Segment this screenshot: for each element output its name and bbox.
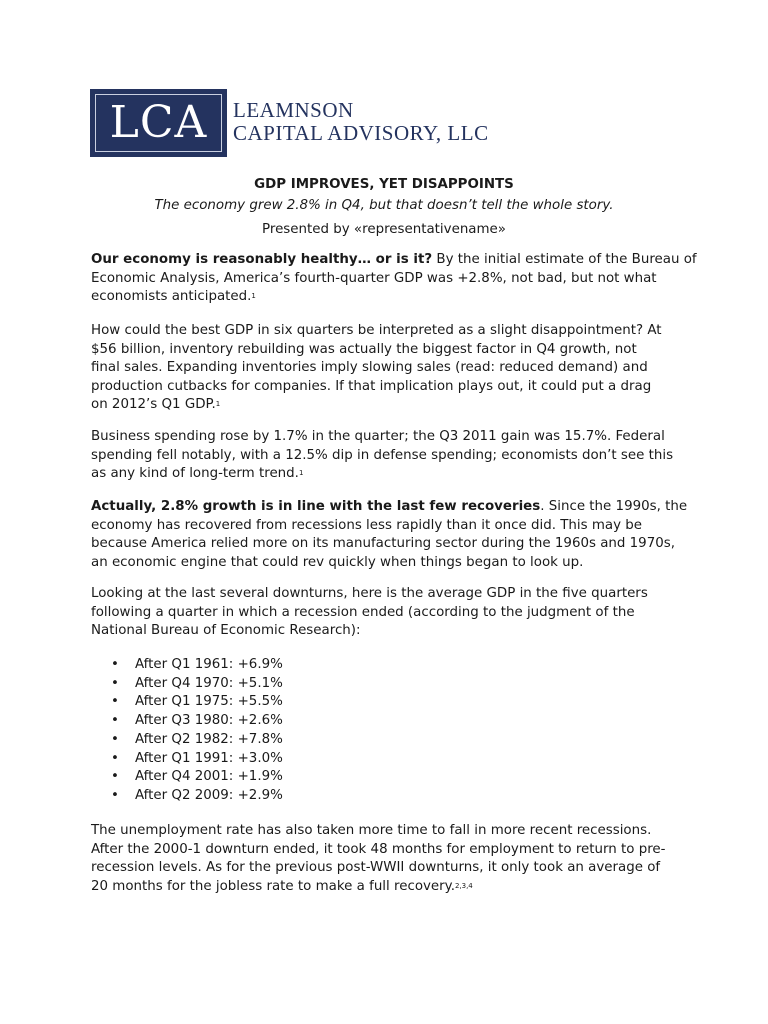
paragraph-4-line-4: an economic engine that could rev quickly when things began to look up. — [91, 554, 584, 570]
list-item: • After Q4 2001: +1.9% — [111, 768, 511, 787]
paragraph-1 — [91, 251, 697, 307]
list-item: • After Q3 1980: +2.6% — [111, 712, 511, 731]
footnote-ref: 1 — [251, 292, 256, 300]
paragraph-5-line-2: following a quarter in which a recession ended (according to the judgment of the — [91, 604, 635, 620]
paragraph-6-line-2: After the 2000-1 downturn ended, it took 48 months for employment to return to pre- — [91, 841, 666, 857]
presented-by: Presented by «representativename» — [262, 222, 506, 237]
logo-name-line-2: CAPITAL ADVISORY, LLC — [233, 121, 489, 145]
paragraph-6 — [91, 822, 691, 896]
list-item: • After Q2 2009: +2.9% — [111, 787, 511, 806]
logo-company-name — [233, 99, 489, 145]
paragraph-6-line-1: The unemployment rate has also taken more time to fall in more recent recessions. — [91, 823, 652, 838]
paragraph-1-line-1 — [91, 251, 697, 270]
paragraph-3-line-1: Business spending rose by 1.7% in the quarter; the Q3 2011 gain was 15.7%. Federal — [91, 429, 665, 444]
paragraph-4-line-1-rest: . Since the 1990s, the — [540, 499, 688, 514]
paragraph-1-line-1-rest: By the initial estimate of the Bureau of — [432, 252, 697, 267]
recovery-list — [111, 656, 511, 806]
list-item: • After Q1 1975: +5.5% — [111, 693, 511, 712]
paragraph-4-lead: Actually, 2.8% growth is in line with the last few recoveries — [91, 499, 541, 514]
paragraph-5-line-1: Looking at the last several downturns, here is the average GDP in the five quarters — [91, 586, 648, 601]
paragraph-6-line-3: recession levels. As for the previous post-WWII downturns, it only took an average of — [91, 860, 661, 875]
paragraph-3-line-3-text: as any kind of long-term trend. — [91, 466, 299, 481]
list-item: • After Q1 1961: +6.9% — [111, 656, 511, 675]
paragraph-2-line-4: production cutbacks for companies. If that implication plays out, it could put a drag — [91, 378, 652, 394]
company-logo — [90, 89, 489, 157]
footnote-ref: 1 — [298, 469, 304, 477]
paragraph-1-line-3-text: economists anticipated. — [91, 289, 252, 304]
list-item: • After Q4 1970: +5.1% — [111, 675, 511, 694]
list-item: • After Q1 1991: +3.0% — [111, 750, 511, 769]
paragraph-2-line-3: final sales. Expanding inventories imply slowing sales (read: reduced demand) and — [91, 360, 648, 375]
paragraph-6-line-4 — [91, 878, 691, 897]
paragraph-2-line-2: $56 billion, inventory rebuilding was actually the biggest factor in Q4 growth, not — [91, 341, 637, 357]
paragraph-5-line-3: National Bureau of Economic Research): — [91, 623, 361, 638]
list-item: • After Q2 1982: +7.8% — [111, 731, 511, 750]
paragraph-4-line-3: because America relied more on its manufacturing sector during the 1960s and 1970s, — [91, 536, 675, 551]
paragraph-6-line-4-text: 20 months for the jobless rate to make a full recovery. — [91, 878, 455, 894]
paragraph-5 — [91, 585, 691, 641]
paragraph-4-line-2: economy has recovered from recessions less rapidly than it once did. This may be — [91, 517, 643, 533]
paragraph-3-line-3 — [91, 465, 691, 484]
article-subtitle: The economy grew 2.8% in Q4, but that doesn’t tell the whole story. — [154, 198, 614, 213]
paragraph-1-lead: Our economy is reasonably healthy… or is it? — [91, 252, 433, 267]
paragraph-1-line-3 — [91, 288, 691, 307]
paragraph-2-line-1: How could the best GDP in six quarters be interpreted as a slight disappointment? At — [91, 323, 662, 338]
paragraph-2-line-5-text: on 2012’s Q1 GDP. — [91, 397, 216, 412]
paragraph-1-line-2: Economic Analysis, America’s fourth-quarter GDP was +2.8%, not bad, but not what — [91, 270, 657, 286]
logo-name-line-1: LEAMNSON — [233, 98, 354, 122]
article-title: GDP IMPROVES, YET DISAPPOINTS — [254, 177, 514, 192]
paragraph-2-line-5 — [91, 396, 691, 415]
paragraph-3-line-2: spending fell notably, with a 12.5% dip in defense spending; economists don’t see this — [91, 447, 674, 463]
footnote-ref: 2,3,4 — [454, 881, 473, 890]
paragraph-3 — [91, 428, 691, 484]
paragraph-4 — [91, 498, 691, 572]
logo-monogram: LCA — [109, 97, 208, 148]
footnote-ref: 1 — [215, 400, 221, 408]
paragraph-2 — [91, 322, 691, 415]
paragraph-4-line-1 — [91, 498, 691, 517]
